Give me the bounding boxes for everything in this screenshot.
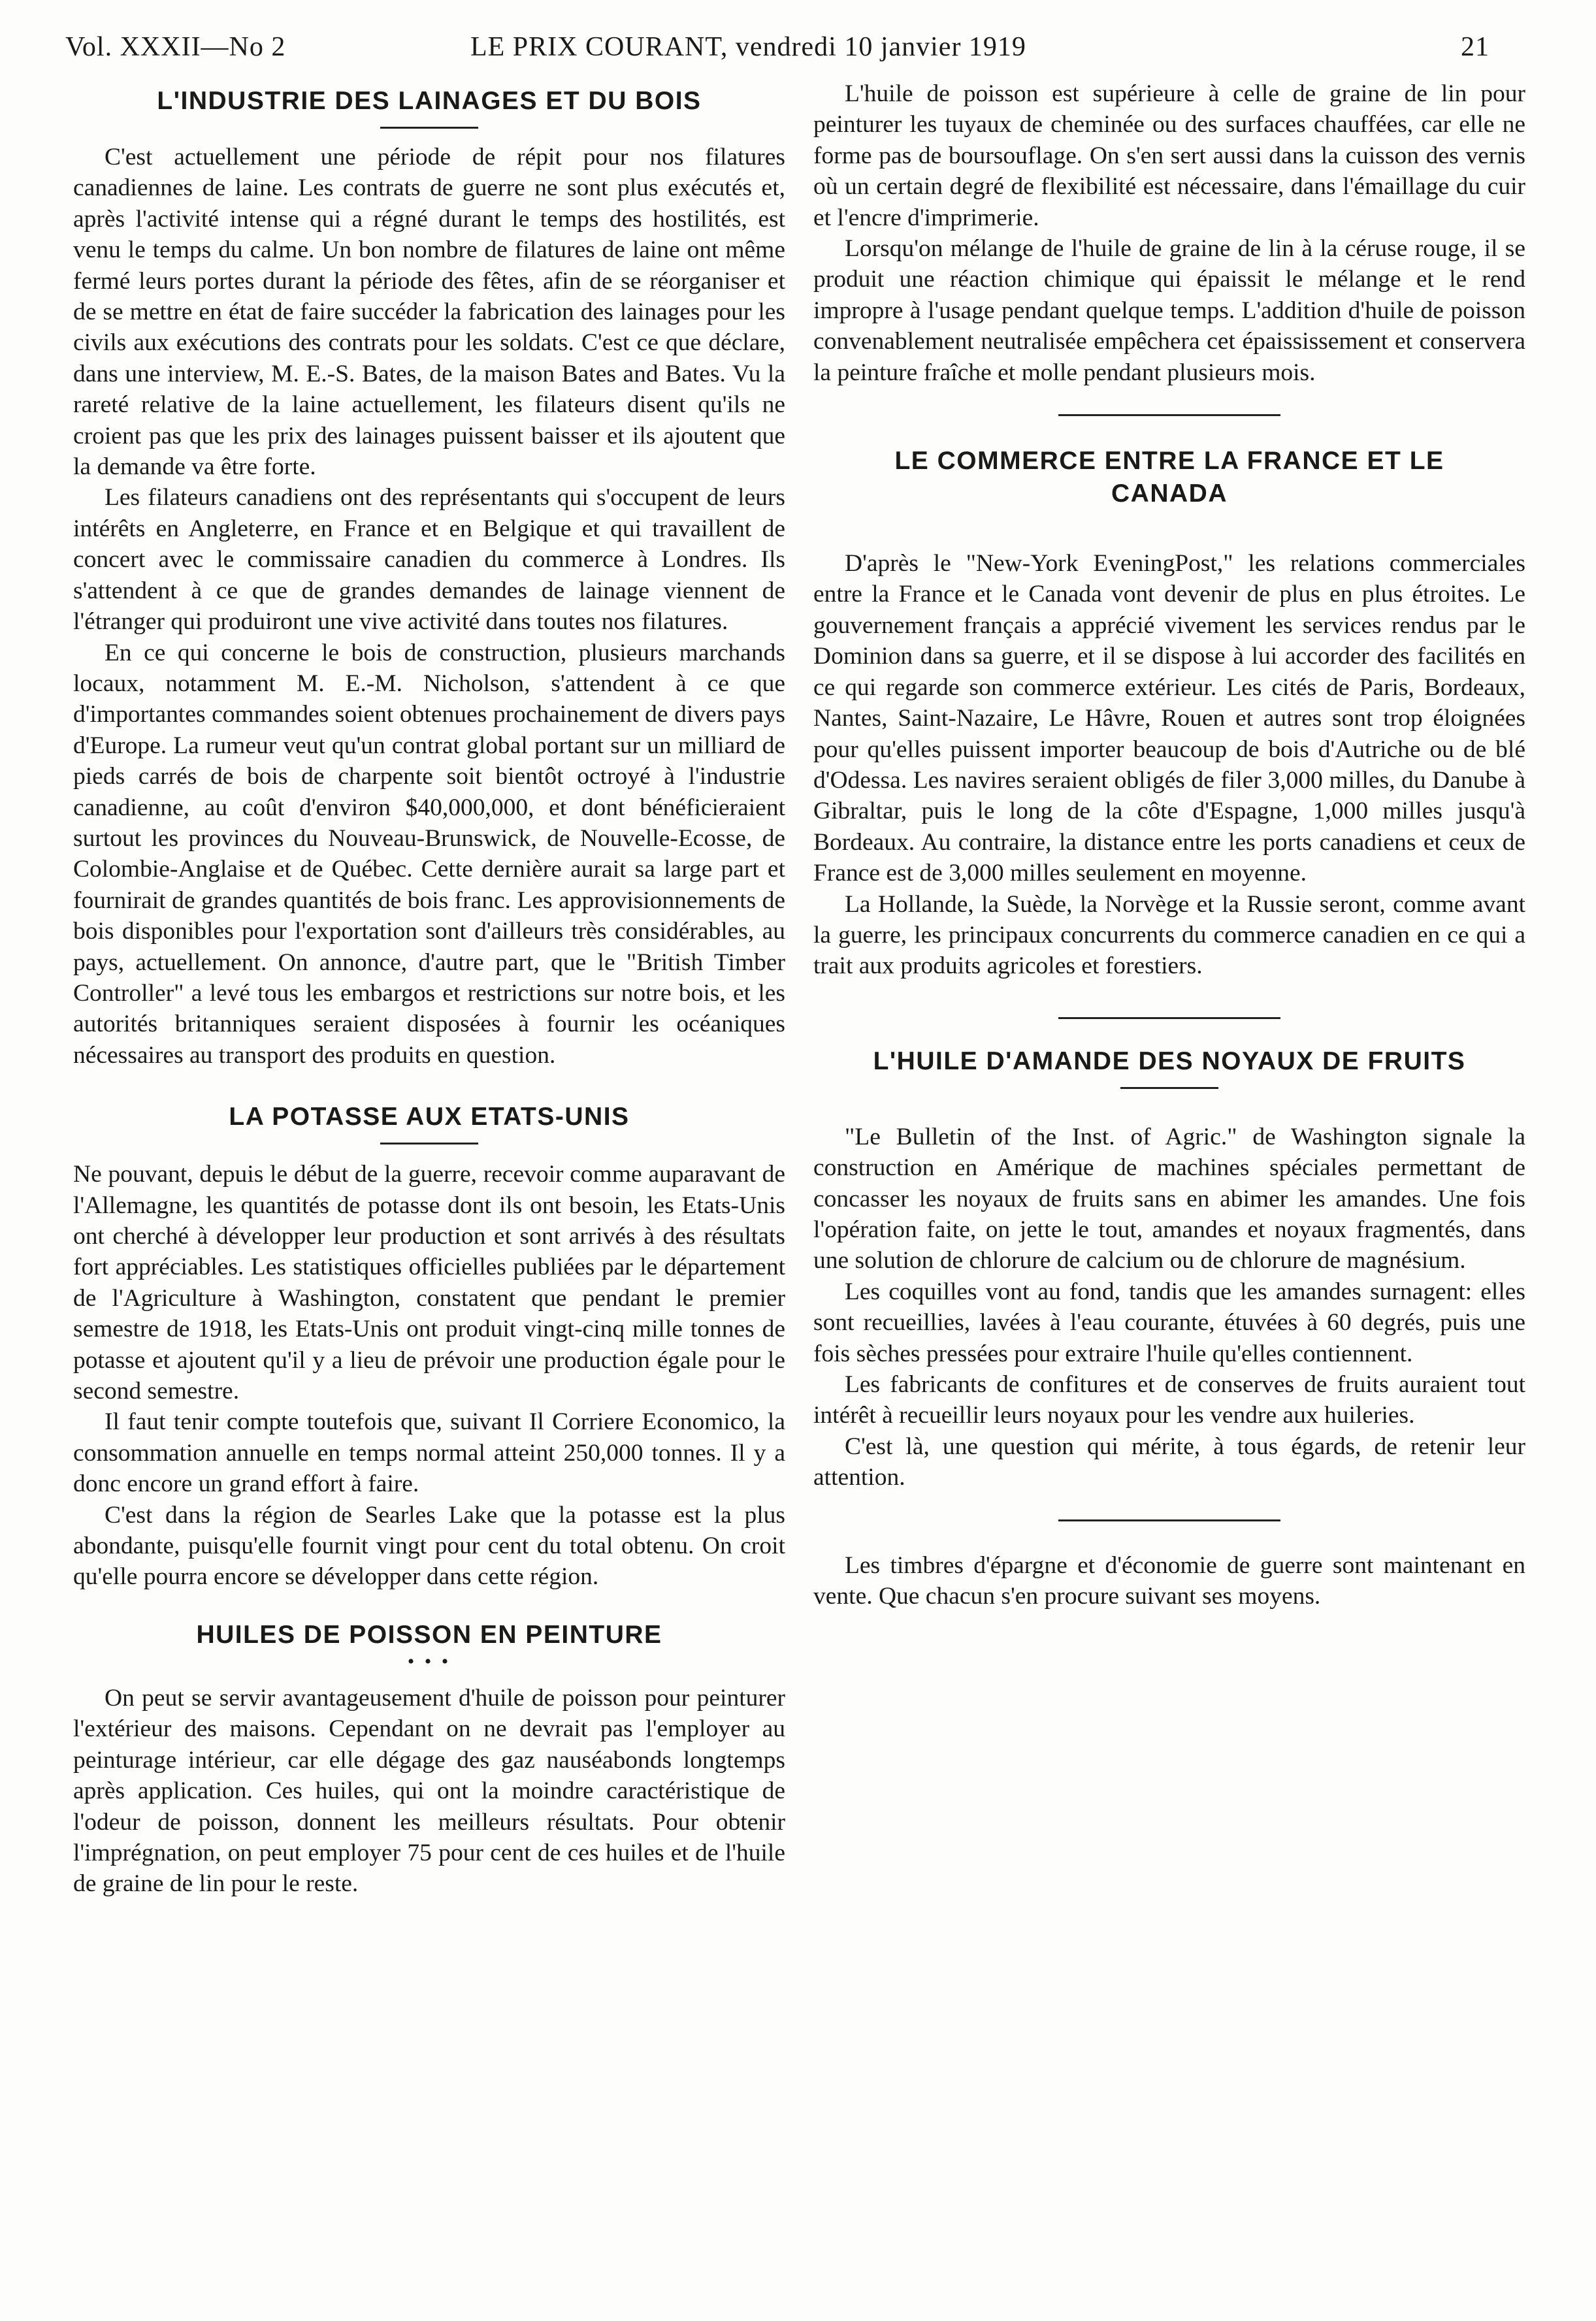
volume-number: Vol. XXXII—No 2	[65, 32, 286, 62]
title-underline	[380, 1143, 478, 1144]
paragraph: En ce qui concerne le bois de construction, plusieurs marchands locaux, notamment M. E.-M. Nicholson, s'attendent à ce que d'importantes commandes soient obtenues prochainement de divers pays d'Europe. La rumeur veut qu'un contrat global portant sur un milliard de pieds carrés de bois de charpente soit bientôt octroyé à l'industrie canadienne, au coût d'environ $40,000,000, et dont bénéficieraient surtout les provinces du Nouveau-Brunswick, de Nouvelle-Ecosse, de Colombie-Anglaise et de Québec. Cette dernière aurait sa large part et fournirait de grandes quantités de bois franc. Les approvisionnements de bois disponibles pour l'exportation sont d'ailleurs très considérables, au pays, actuellement. On annonce, d'autre part, que le "British Timber Controller" a levé tous les embargos et restrictions sur notre bois, et les autorités britanniques seraient disposées à fournir les océaniques nécessaires au transport des produits en question.	[73, 639, 785, 1069]
left-column	[73, 78, 785, 1900]
paragraph: C'est là, une question qui mérite, à tous égards, de retenir leur attention.	[813, 1433, 1525, 1491]
article-title: HUILES DE POISSON EN PEINTURE	[196, 1620, 662, 1649]
paragraph: La Hollande, la Suède, la Norvège et la Russie seront, comme avant la guerre, les principaux concurrents du commerce canadien en ce qui a trait aux produits agricoles et forestiers.	[813, 890, 1525, 980]
paragraph: On peut se servir avantageusement d'huile de poisson pour peinturer l'extérieur des maisons. Cependant on ne devrait pas l'employer au peinturage intérieur, car elle dégage des gaz nauséabonds longtemps après application. Ces huiles, qui ont la moindre caractéristique de l'odeur de poisson, donnent les meilleurs résultats. Pour obtenir l'imprégnation, on peut employer 75 pour cent de ces huiles et de l'huile de graine de lin pour le reste.	[73, 1684, 785, 1898]
title-underline	[380, 127, 478, 129]
notice-timbres	[813, 1550, 1525, 1612]
publication-title: LE PRIX COURANT, vendredi 10 janvier 1919	[470, 32, 1026, 62]
paragraph: Les filateurs canadiens ont des représentants qui s'occupent de leurs intérêts en Angleterre, en France et en Belgique et qui travaillent de concert avec le commissaire canadien du commerce à Londres. Ils s'attendent à ce que de grandes demandes de lainage viennent de l'étranger qui produiront une vive activité dans toutes nos filatures.	[73, 484, 785, 636]
section-divider	[1058, 1519, 1280, 1521]
paragraph: C'est actuellement une période de répit pour nos filatures canadiennes de laine. Les contrats de guerre ne sont plus exécutés et, après l'activité intense qui a régné durant le temps des hostilités, est venu le temps du calme. Un bon nombre de filatures de laine ont même fermé leurs portes durant la période des fêtes, afin de se réorganiser et de se mettre en état de faire succéder la fabrication des lainages pour les civils aux exécutions des contrats pour les soldats. C'est ce que déclare, dans une interview, M. E.-S. Bates, de la maison Bates and Bates. Vu la rareté relative de la laine actuellement, les filateurs disent qu'ils ne croient pas que les prix des lainages puissent baisser et ils ajoutent que la demande va être forte.	[73, 144, 785, 481]
article-title: L'INDUSTRIE DES LAINAGES ET DU BOIS	[157, 87, 702, 115]
article-title: LE COMMERCE ENTRE LA FRANCE ET LE CANADA	[894, 447, 1444, 508]
article-poisson-continued	[813, 78, 1525, 388]
title-underline	[1120, 1087, 1218, 1089]
article-potasse	[73, 1101, 785, 1593]
article-poisson	[73, 1619, 785, 1900]
paragraph: D'après le "New-York EveningPost," les relations commerciales entre la France et le Canada vont devenir de plus en plus étroites. Le gouvernement français a apprécié vivement les services rendus par le Dominion dans sa guerre, et il se dispose à lui accorder des facilités en ce qui regarde son commerce extérieur. Les cités de Paris, Bordeaux, Nantes, Saint-Nazaire, Le Hâvre, Rouen et autres sont trop éloignées pour qu'elles puissent importer beaucoup de bois d'Autriche ou de blé d'Odessa. Les navires seraient obligés de filer 3,000 milles, du Danube à Gibraltar, puis le long de la côte d'Espagne, 1,000 milles jusqu'à Bordeaux. Au contraire, la distance entre les ports canadiens et ceux de France est de 3,000 milles seulement en moyenne.	[813, 550, 1525, 887]
paragraph: Les coquilles vont au fond, tandis que les amandes surnagent: elles sont recueillies, lavées à l'eau courante, étuvées à 60 degrés, puis une fois sèches pressées pour extraire l'huile qu'elles contiennent.	[813, 1278, 1525, 1367]
paragraph: Il faut tenir compte toutefois que, suivant Il Corriere Economico, la consommation annuelle en temps normal atteint 250,000 tonnes. Il y a donc encore un grand effort à faire.	[73, 1408, 785, 1498]
paragraph: Les timbres d'épargne et d'économie de guerre sont maintenant en vente. Que chacun s'en procure suivant ses moyens.	[813, 1551, 1525, 1610]
paragraph: "Le Bulletin of the Inst. of Agric." de Washington signale la construction en Amérique de machines spéciales permettant de concasser les noyaux de fruits sans en abimer les amandes. Une fois l'opération faite, on jette le tout, amandes et noyaux fragmentés, dans une solution de chlorure de calcium ou de chlorure de magnésium.	[813, 1123, 1525, 1274]
article-title: LA POTASSE AUX ETATS-UNIS	[229, 1103, 630, 1131]
page-number: 21	[1461, 32, 1490, 62]
page-header	[65, 31, 1490, 71]
paragraph: Ne pouvant, depuis le début de la guerre, recevoir comme auparavant de l'Allemagne, les quantités de potasse dont ils ont besoin, les Etats-Unis ont cherché à développer leur production et sont arrivés à des résultats fort appréciables. Les statistiques officielles publiées par le département de l'Agriculture à Washington, constatent que pendant le premier semestre de 1918, les Etats-Unis ont produit vingt-cinq mille tonnes de potasse et ajoutent qu'il y a lieu de prévoir une production égale pour le second semestre.	[73, 1161, 785, 1405]
article-commerce	[813, 445, 1525, 982]
section-divider	[1058, 1017, 1280, 1019]
paragraph: Lorsqu'on mélange de l'huile de graine de lin à la céruse rouge, il se produit une réaction chimique qui épaissit le mélange et le rend impropre à l'usage pendant quelque temps. L'addition d'huile de poisson convenablement neutralisée empêchera cet épaississement et conservera la peinture fraîche et molle pendant plusieurs mois.	[813, 235, 1525, 386]
paragraph: C'est dans la région de Searles Lake que la potasse est la plus abondante, puisqu'elle fournit vingt pour cent du total obtenu. On croit qu'elle pourra encore se développer dans cette région.	[73, 1501, 785, 1591]
title-ornament: • • •	[407, 1650, 451, 1672]
article-amande	[813, 1045, 1525, 1493]
article-title: L'HUILE D'AMANDE DES NOYAUX DE FRUITS	[873, 1047, 1466, 1075]
paragraph: Les fabricants de confitures et de conserves de fruits auraient tout intérêt à recueillir leurs noyaux pour les vendre aux huileries.	[813, 1371, 1525, 1429]
paragraph: L'huile de poisson est supérieure à celle de graine de lin pour peinturer les tuyaux de cheminée ou des surfaces chauffées, car elle ne forme pas de boursouflage. On s'en sert aussi dans la cuisson des vernis où un certain degré de flexibilité est nécessaire, dans l'émaillage du cuir et l'encre d'imprimerie.	[813, 80, 1525, 231]
article-lainages	[73, 85, 785, 1071]
right-column	[813, 78, 1525, 1612]
section-divider	[1058, 414, 1280, 416]
